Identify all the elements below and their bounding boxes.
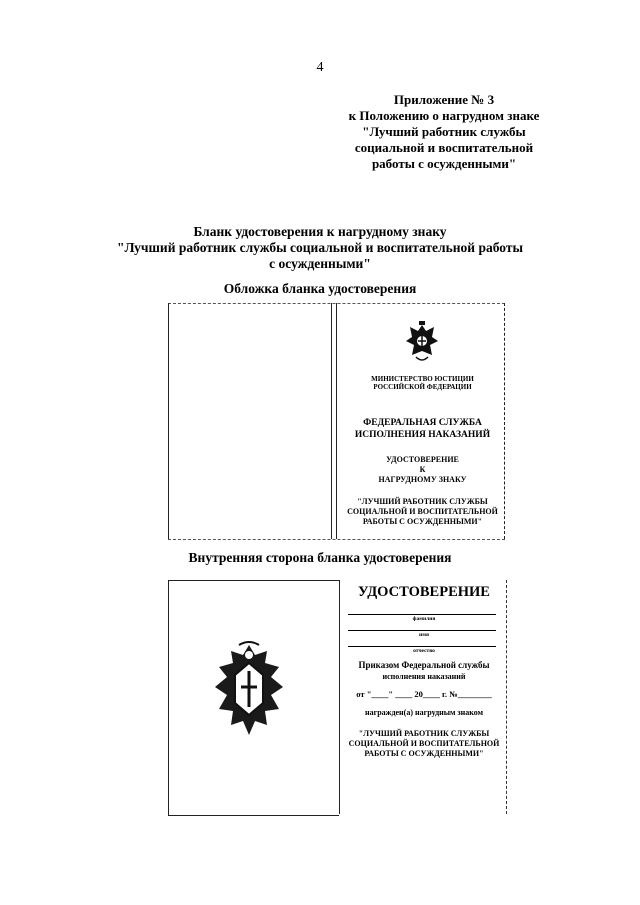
appendix-line: Приложение № 3: [393, 92, 495, 107]
cert-line: К: [419, 465, 426, 474]
ministry-line: РОССИЙСКОЙ ФЕДЕРАЦИИ: [373, 383, 472, 391]
date-line: от "____" ____ 20____ г. №________: [356, 689, 492, 699]
service-line: ИСПОЛНЕНИЯ НАКАЗАНИЙ: [354, 430, 491, 440]
cover-front: [340, 303, 505, 539]
title-line: Бланк удостоверения к нагрудному знаку: [193, 224, 447, 239]
cover-caption: Обложка бланка удостоверения: [223, 281, 417, 296]
cert-line: НАГРУДНОМУ ЗНАКУ: [378, 475, 467, 484]
award-line: "ЛУЧШИЙ РАБОТНИК СЛУЖБЫ: [358, 729, 490, 738]
inner-form: [168, 580, 508, 814]
cert-line: УДОСТОВЕРЕНИЕ: [386, 455, 459, 464]
title-line: с осужденными": [269, 256, 371, 271]
inner-caption: Внутренняя сторона бланка удостоверения: [188, 550, 452, 565]
appendix-line: "Лучший работник службы: [362, 124, 526, 139]
badge-icon: [209, 641, 289, 741]
order-line: исполнения наказаний: [382, 672, 466, 681]
inner-heading: УДОСТОВЕРЕНИЕ: [358, 584, 490, 600]
title-line: "Лучший работник службы социальной и воспитательной работы: [116, 240, 524, 255]
award-line: РАБОТЫ С ОСУЖДЕННЫМИ": [362, 517, 483, 526]
patronymic-caption: отчество: [413, 648, 435, 654]
cover-bottom-edge: [168, 539, 505, 540]
emblem-icon: [404, 321, 440, 363]
surname-line: [348, 614, 496, 615]
cover-fold-line: [336, 303, 337, 539]
name-caption: имя: [419, 632, 429, 638]
service-line: ФЕДЕРАЛЬНАЯ СЛУЖБА: [363, 418, 482, 428]
page-number: 4: [316, 60, 324, 75]
inner-left-page: [168, 580, 339, 816]
patronymic-line: [348, 646, 496, 647]
appendix-note: [314, 92, 574, 172]
order-line: Приказом Федеральной службы: [358, 660, 490, 670]
cover-left-edge: [168, 303, 169, 539]
awarded-line: награжден(а) нагрудным знаком: [364, 708, 484, 717]
appendix-line: социальной и воспитательной: [354, 140, 534, 155]
award-line: "ЛУЧШИЙ РАБОТНИК СЛУЖБЫ: [357, 497, 488, 506]
cover-fold-line: [331, 303, 332, 539]
ministry-line: МИНИСТЕРСТВО ЮСТИЦИИ: [371, 375, 474, 383]
surname-caption: фамилия: [412, 616, 436, 622]
award-line: РАБОТЫ С ОСУЖДЕННЫМИ": [364, 749, 484, 758]
cover-form: [168, 303, 505, 539]
inner-right-page: [340, 580, 508, 814]
name-line: [348, 630, 496, 631]
award-line: СОЦИАЛЬНОЙ И ВОСПИТАТЕЛЬНОЙ: [348, 739, 500, 748]
document-title: [0, 224, 640, 272]
award-line: СОЦИАЛЬНОЙ И ВОСПИТАТЕЛЬНОЙ: [347, 507, 498, 516]
appendix-line: к Положению о нагрудном знаке: [348, 108, 540, 123]
appendix-line: работы с осужденными": [371, 156, 517, 171]
